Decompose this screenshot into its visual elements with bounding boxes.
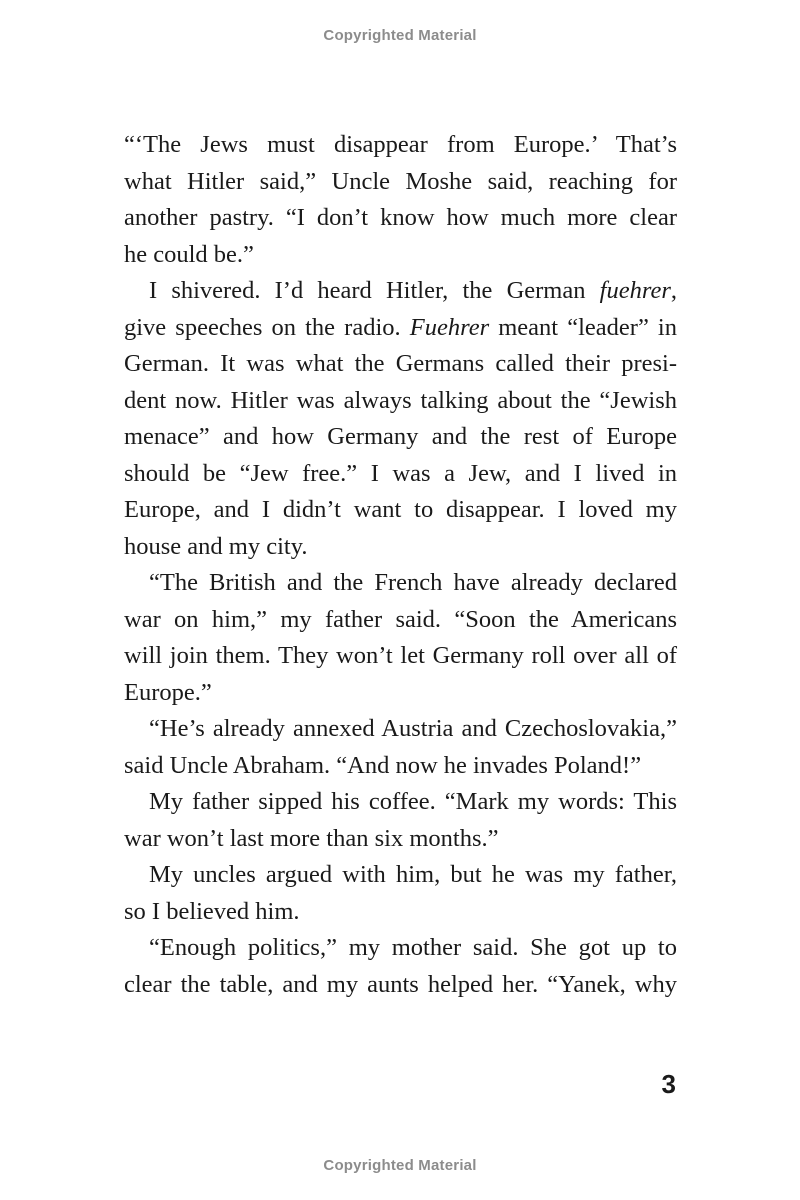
text-line: My father sipped his coffee. “Mark my words: This [149,788,677,815]
text-line: dent now. Hitler was always talking about the “Jewish [124,386,677,414]
text-line: German. It was what the Germans called their presi- [124,350,677,377]
text-line: “‘The Jews must disappear from Europe.’ That’s [124,131,677,158]
text-line: Europe.” [124,678,212,706]
text-line: menace” and how Germany and the rest of Europe [124,423,677,450]
copyright-watermark-bottom: Copyrighted Material [323,1157,477,1174]
text-line: another pastry. “I don’t know how much more clear [124,204,677,231]
text-line: “He’s already annexed Austria and Czechoslovakia,” [149,715,677,742]
body-text [124,127,677,1003]
text-line: My uncles argued with him, but he was my father, [149,861,677,888]
page-number: 3 [661,1069,676,1099]
text-line: what Hitler said,” Uncle Moshe said, reaching for [124,167,677,195]
text-line: Europe, and I didn’t want to disappear. I loved my [124,496,677,523]
text-line: war won’t last more than six months.” [124,824,499,852]
text-line: house and my city. [124,532,308,560]
text-line: will join them. They won’t let Germany roll over all of [124,642,677,669]
text-line: “Enough politics,” my mother said. She got up to [149,934,677,961]
text-line: clear the table, and my aunts helped her. “Yanek, why [124,970,677,998]
text-line: war on him,” my father said. “Soon the Americans [124,605,677,633]
copyright-watermark-top: Copyrighted Material [323,27,477,44]
text-line: “The British and the French have already declared [149,569,677,596]
text-line: said Uncle Abraham. “And now he invades Poland!” [124,751,642,779]
text-line: give speeches on the radio. Fuehrer meant “leader” in [124,313,677,341]
text-line: he could be.” [124,240,254,268]
text-line: I shivered. I’d heard Hitler, the German fuehrer, [149,277,677,304]
text-line: so I believed him. [124,897,300,925]
text-line: should be “Jew free.” I was a Jew, and I lived in [124,459,677,487]
